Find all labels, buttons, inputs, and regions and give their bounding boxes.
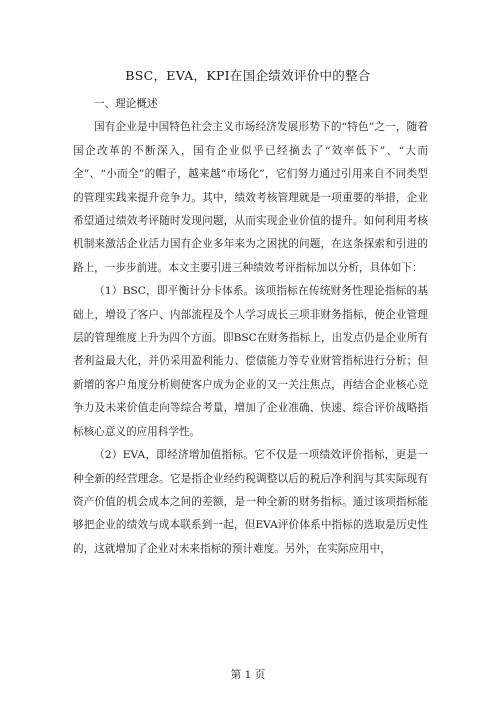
paragraph-intro: 国有企业是中国特色社会主义市场经济发展形势下的“特色”之一，随着国企改革的不断深入，国有企业似乎已经摘去了“效率低下”、“大而全”、“小而全”的帽子，越来越“市场化”，它们努力通过引用来自不同类型的管理实践来提升竞争力。其中，绩效考核管理就是一项重要的举措，企业希望通过绩效考评随时发现问题，从而实现企业价值的提升。如何利用考核机制来激活企业活力国有企业多年来为之困扰的问题，在这条探索和引进的路上，一步步前进。本文主要引进三种绩效考评指标加以分析，具体如下： bbox=[73, 121, 428, 274]
paragraph-bsc: （1）BSC，即平衡计分卡体系。该项指标在传统财务性理论指标的基础上，增设了客户、内部流程及个人学习成长三项非财务指标，使企业管理层的管理维度上升为四个方面。即BSC在财务指标上，出发点仍是企业所有者利益最大化，并仍采用盈利能力、偿债能力等专业财管指标进行分析；但新增的客户角度分析则使客户成为企业的又一关注焦点，再结合企业核心竞争力及未来价值走向等综合考量，增加了企业准确、快速、综合评价战略指标核心意义的应用科学性。 bbox=[73, 285, 428, 438]
page-number: 第 1 页 bbox=[230, 669, 266, 681]
document-body bbox=[73, 93, 428, 561]
document-title: BSC，EVA，KPI在国企绩效评价中的整合 bbox=[125, 68, 371, 83]
paragraph-eva: （2）EVA，即经济增加值指标。它不仅是一项绩效评价指标，更是一种全新的经营理念。它是指企业经约税调整以后的税后净利润与其实际现有资产价值的机会成本之间的差额，是一种全新的财务指标。通过该项指标能够把企业的绩效与成本联系到一起，但EVA评价体系中指标的选取是历史性的，这就增加了企业对未来指标的预计难度。另外，在实际应用中， bbox=[73, 449, 428, 555]
section-heading: 一、理论概述 bbox=[94, 98, 158, 110]
